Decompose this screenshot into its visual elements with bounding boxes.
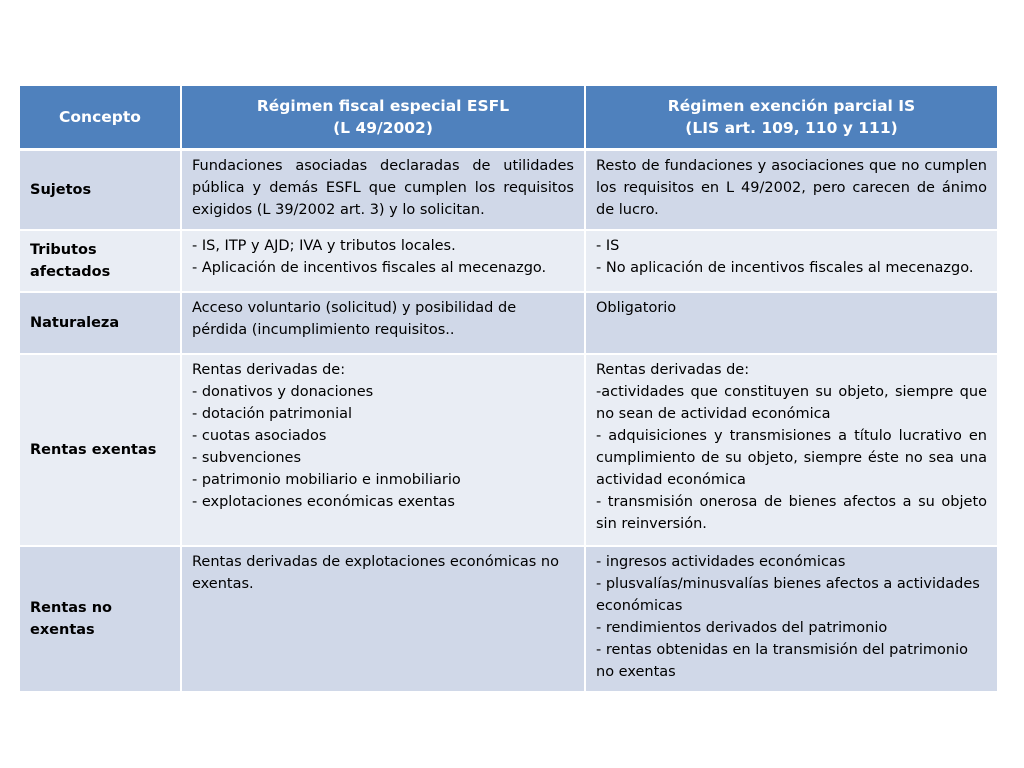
is-text: Resto de fundaciones y asociaciones que no cumplen los requisitos en L 49/2002, pero carecen de ánimo de lucro. [596, 158, 987, 218]
is-line: - plusvalías/minusvalías bienes afectos a actividades económicas [596, 575, 980, 614]
is-line: - rendimientos derivados del patrimonio [596, 619, 888, 636]
concept-cell [20, 230, 181, 292]
esfl-line: - cuotas asociados [192, 427, 327, 444]
is-text: Obligatorio [596, 299, 677, 316]
table-row [20, 354, 997, 546]
concept-label: Sujetos [30, 181, 92, 198]
header-concepto-label: Concepto [59, 108, 141, 126]
esfl-line: - patrimonio mobiliario e inmobiliario [192, 471, 461, 488]
is-line: Rentas derivadas de: [596, 361, 750, 378]
table-row [20, 150, 997, 230]
header-is-law: (LIS art. 109, 110 y 111) [685, 119, 898, 137]
esfl-line: - subvenciones [192, 449, 302, 466]
concept-cell [20, 292, 181, 354]
esfl-line: Rentas derivadas de: [192, 361, 346, 378]
is-line: - ingresos actividades económicas [596, 553, 846, 570]
header-regimen-is [585, 86, 997, 150]
is-cell [585, 354, 997, 546]
concept-label: Naturaleza [30, 314, 120, 331]
concept-label: Tributos [30, 241, 97, 258]
comparison-table [20, 86, 997, 693]
is-cell [585, 230, 997, 292]
esfl-cell [181, 354, 585, 546]
is-line: - adquisiciones y transmisiones a título lucrativo en cumplimiento de su objeto, siempre éste no sea una actividad económica [596, 427, 987, 488]
table-row [20, 546, 997, 692]
concept-label: Rentas exentas [30, 441, 157, 458]
is-line: - transmisión onerosa de bienes afectos a su objeto sin reinversión. [596, 493, 987, 532]
is-line: - No aplicación de incentivos fiscales al mecenazgo. [596, 259, 974, 276]
esfl-cell [181, 292, 585, 354]
is-line: - rentas obtenidas en la transmisión del patrimonio no exentas [596, 641, 969, 680]
esfl-cell [181, 230, 585, 292]
esfl-text: Fundaciones asociadas declaradas de utilidades pública y demás ESFL que cumplen los requisitos exigidos (L 39/2002 art. 3) y lo solicitan. [192, 158, 574, 218]
is-cell [585, 546, 997, 692]
is-cell [585, 292, 997, 354]
table-header-row [20, 86, 997, 150]
header-esfl-law: (L 49/2002) [333, 119, 433, 137]
esfl-text: Acceso voluntario (solicitud) y posibilidad de pérdida (incumplimiento requisitos.. [192, 299, 517, 338]
is-cell [585, 150, 997, 230]
concept-cell [20, 546, 181, 692]
esfl-cell [181, 546, 585, 692]
esfl-text: Rentas derivadas de explotaciones económicas no exentas. [192, 553, 559, 592]
table-row [20, 230, 997, 292]
concept-cell [20, 354, 181, 546]
concept-label-cont: afectados [30, 263, 111, 280]
header-regimen-esfl [181, 86, 585, 150]
concept-label: Rentas no exentas [30, 599, 113, 638]
header-concepto [20, 86, 181, 150]
is-line: -actividades que constituyen su objeto, siempre que no sean de actividad económica [596, 383, 987, 422]
esfl-line: - explotaciones económicas exentas [192, 493, 455, 510]
esfl-line: - dotación patrimonial [192, 405, 353, 422]
header-is-title: Régimen exención parcial IS [667, 97, 916, 115]
esfl-line: - Aplicación de incentivos fiscales al mecenazgo. [192, 259, 547, 276]
esfl-line: - IS, ITP y AJD; IVA y tributos locales. [192, 237, 456, 254]
esfl-cell [181, 150, 585, 230]
header-esfl-title: Régimen fiscal especial ESFL [256, 97, 510, 115]
is-line: - IS [596, 237, 620, 254]
table-row [20, 292, 997, 354]
concept-cell [20, 150, 181, 230]
esfl-line: - donativos y donaciones [192, 383, 374, 400]
